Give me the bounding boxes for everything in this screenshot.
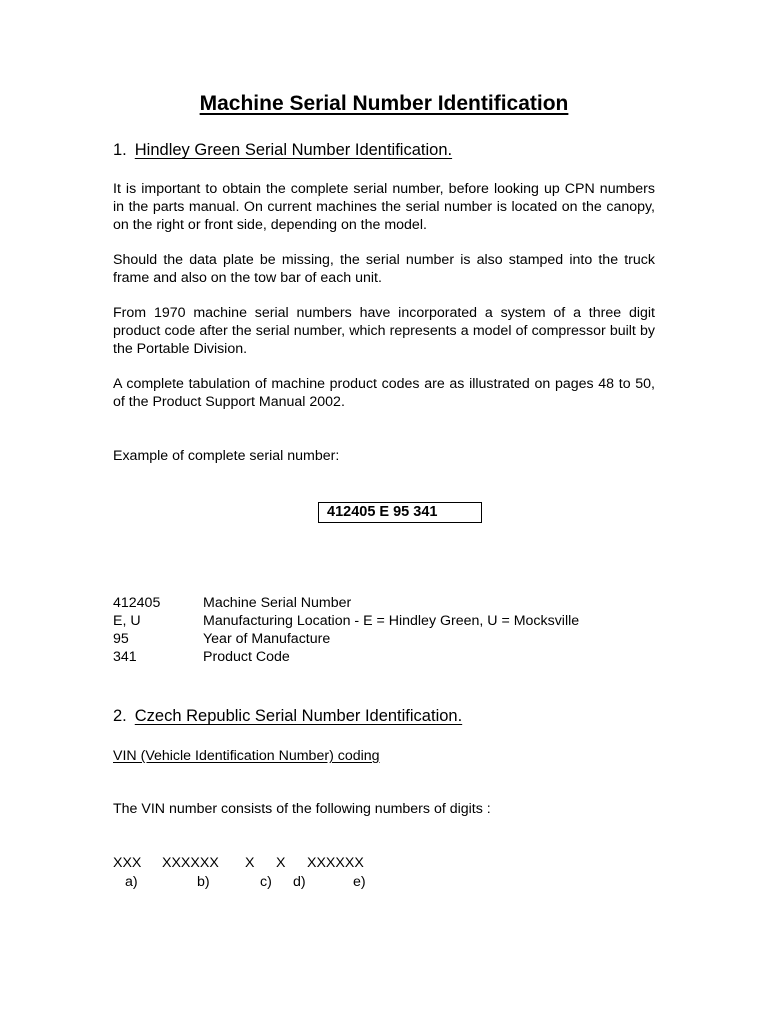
code-key: E, U: [113, 613, 141, 629]
code-row: [113, 594, 579, 612]
code-key: 412405: [113, 595, 161, 611]
paragraph-example-intro: Example of complete serial number:: [113, 448, 340, 464]
section-1-number: 1.: [113, 141, 127, 159]
vin-label-d: d): [293, 874, 306, 890]
section-1-title: Hindley Green Serial Number Identification.: [134, 141, 453, 159]
section-2-number: 2.: [113, 707, 127, 725]
section-1-heading: [113, 141, 452, 160]
code-meaning: Year of Manufacture: [203, 631, 331, 647]
vin-part-a: XXX: [113, 855, 142, 871]
paragraph-product-code-system: From 1970 machine serial numbers have incorporated a system of a three digit product code after the serial number, which represents a model of compressor built by the Portable Division.: [113, 305, 655, 357]
vin-part-e: XXXXXX: [307, 855, 364, 871]
code-row: [113, 630, 579, 648]
code-key: 95: [113, 631, 129, 647]
vin-part-b: XXXXXX: [162, 855, 219, 871]
vin-labels-row: [113, 874, 513, 892]
vin-label-c: c): [260, 874, 272, 890]
vin-label-a: a): [125, 874, 138, 890]
vin-label-b: b): [197, 874, 210, 890]
vin-label-e: e): [353, 874, 366, 890]
code-meaning: Machine Serial Number: [203, 595, 352, 611]
section-2-heading: [113, 707, 462, 726]
paragraph-vin-digits: The VIN number consists of the following numbers of digits :: [113, 801, 491, 817]
code-row: [113, 648, 579, 666]
paragraph-tabulation: A complete tabulation of machine product codes are as illustrated on pages 48 to 50, of the Product Support Manual 2002.: [113, 376, 655, 410]
vin-part-c: X: [245, 855, 255, 871]
vin-coding-subheading: VIN (Vehicle Identification Number) coding: [113, 748, 380, 764]
code-meaning: Product Code: [203, 649, 290, 665]
paragraph-missing-plate: Should the data plate be missing, the serial number is also stamped into the truck frame and also on the tow bar of each unit.: [113, 252, 655, 286]
vin-part-d: X: [276, 855, 286, 871]
example-serial-box: 412405 E 95 341: [318, 502, 482, 523]
code-row: [113, 612, 579, 630]
vin-format-row: [113, 855, 513, 873]
serial-code-legend: [113, 594, 579, 666]
code-key: 341: [113, 649, 137, 665]
page-title: Machine Serial Number Identification: [199, 92, 569, 115]
paragraph-serial-location: It is important to obtain the complete serial number, before looking up CPN numbers in the parts manual. On current machines the serial number is located on the canopy, on the right or front side, depending on the model.: [113, 181, 655, 233]
section-2-title: Czech Republic Serial Number Identification.: [134, 707, 463, 725]
code-meaning: Manufacturing Location - E = Hindley Green, U = Mocksville: [203, 613, 580, 629]
